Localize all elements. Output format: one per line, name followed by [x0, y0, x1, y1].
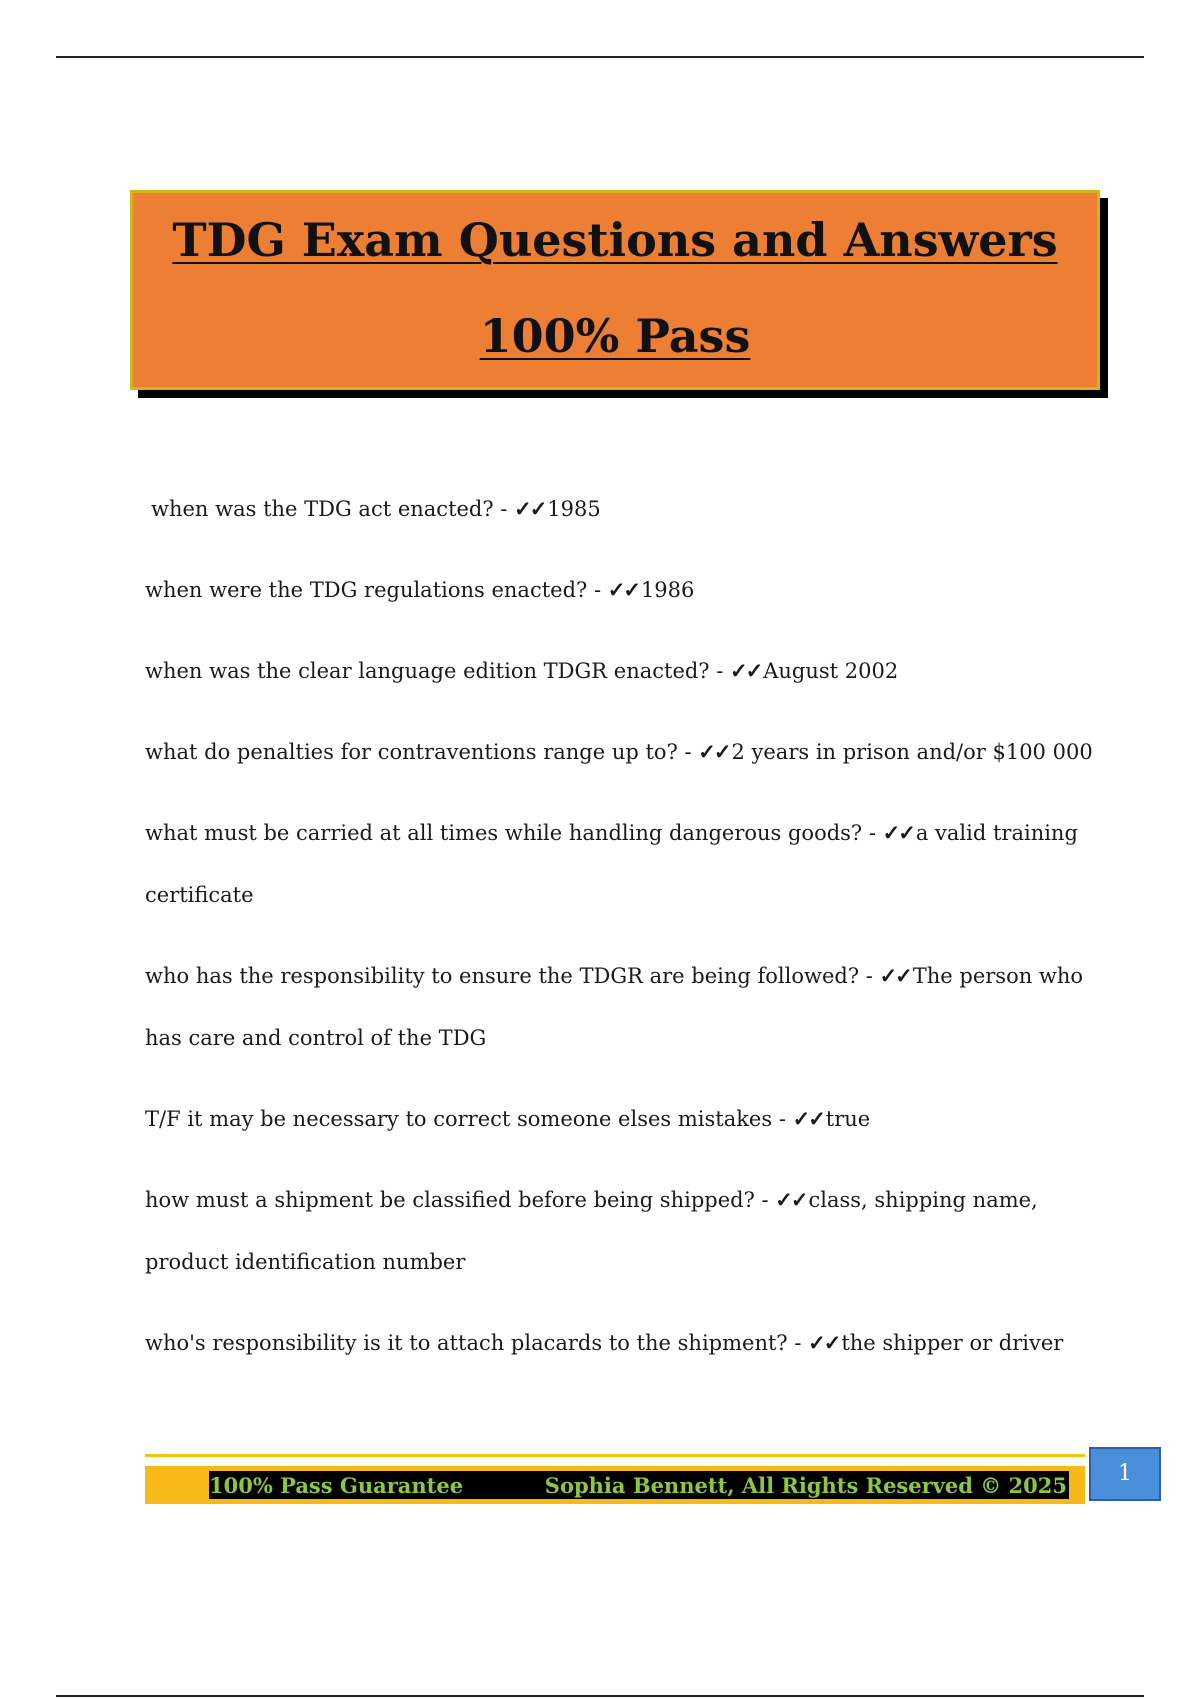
bottom-rule — [56, 1695, 1144, 1697]
qa-item — [145, 945, 1095, 1069]
answer-text: true — [825, 1107, 871, 1131]
answer-text: a valid training certificate — [145, 821, 1078, 907]
double-check-icon: ✓✓ — [879, 963, 911, 988]
answer-text: 1985 — [547, 497, 601, 521]
question-text: who has the responsibility to ensure the TDGR are being followed? - — [145, 964, 880, 988]
double-check-icon: ✓✓ — [730, 658, 762, 683]
qa-item — [145, 721, 1095, 783]
qa-item — [145, 478, 1095, 540]
double-check-icon: ✓✓ — [792, 1106, 824, 1131]
question-text: T/F it may be necessary to correct someone elses mistakes - — [145, 1107, 793, 1131]
title-banner — [130, 190, 1100, 390]
double-check-icon: ✓✓ — [808, 1330, 840, 1355]
double-check-icon: ✓✓ — [775, 1187, 807, 1212]
question-text: how must a shipment be classified before being shipped? - — [145, 1188, 776, 1212]
page-footer — [145, 1454, 1085, 1504]
qa-item — [145, 1312, 1095, 1374]
footer-bar — [209, 1471, 1069, 1499]
double-check-icon: ✓✓ — [698, 739, 730, 764]
answer-text: August 2002 — [763, 659, 899, 683]
question-text: what must be carried at all times while handling dangerous goods? - — [145, 821, 883, 845]
question-text: who's responsibility is it to attach placards to the shipment? - — [145, 1331, 809, 1355]
page-number-badge: 1 — [1089, 1447, 1161, 1501]
answer-text: class, shipping name, product identification number — [145, 1188, 1038, 1274]
answer-text: 1986 — [640, 578, 695, 602]
double-check-icon: ✓✓ — [514, 496, 546, 521]
answer-text: the shipper or driver — [841, 1331, 1064, 1355]
question-text: when was the TDG act enacted? - — [151, 497, 515, 521]
qa-item — [145, 1169, 1095, 1293]
document-subtitle: 100% Pass — [479, 309, 751, 363]
qa-item — [145, 802, 1095, 926]
footer-guarantee: 100% Pass Guarantee — [209, 1473, 464, 1498]
qa-item — [145, 640, 1095, 702]
double-check-icon: ✓✓ — [882, 820, 914, 845]
question-text: when were the TDG regulations enacted? - — [145, 578, 608, 602]
double-check-icon: ✓✓ — [607, 577, 639, 602]
answer-text: The person who has care and control of the TDG — [145, 964, 1084, 1050]
footer-copyright: Sophia Bennett, All Rights Reserved © 2025 — [544, 1473, 1067, 1498]
top-rule — [56, 56, 1144, 58]
qa-list — [145, 478, 1095, 1393]
answer-text: 2 years in prison and/or $100 000 — [731, 740, 1093, 764]
qa-item — [145, 1088, 1095, 1150]
question-text: when was the clear language edition TDGR enacted? - — [145, 659, 731, 683]
document-title: TDG Exam Questions and Answers — [172, 213, 1058, 267]
question-text: what do penalties for contraventions range up to? - — [145, 740, 699, 764]
qa-item — [145, 559, 1095, 621]
footer-band — [145, 1466, 1085, 1504]
